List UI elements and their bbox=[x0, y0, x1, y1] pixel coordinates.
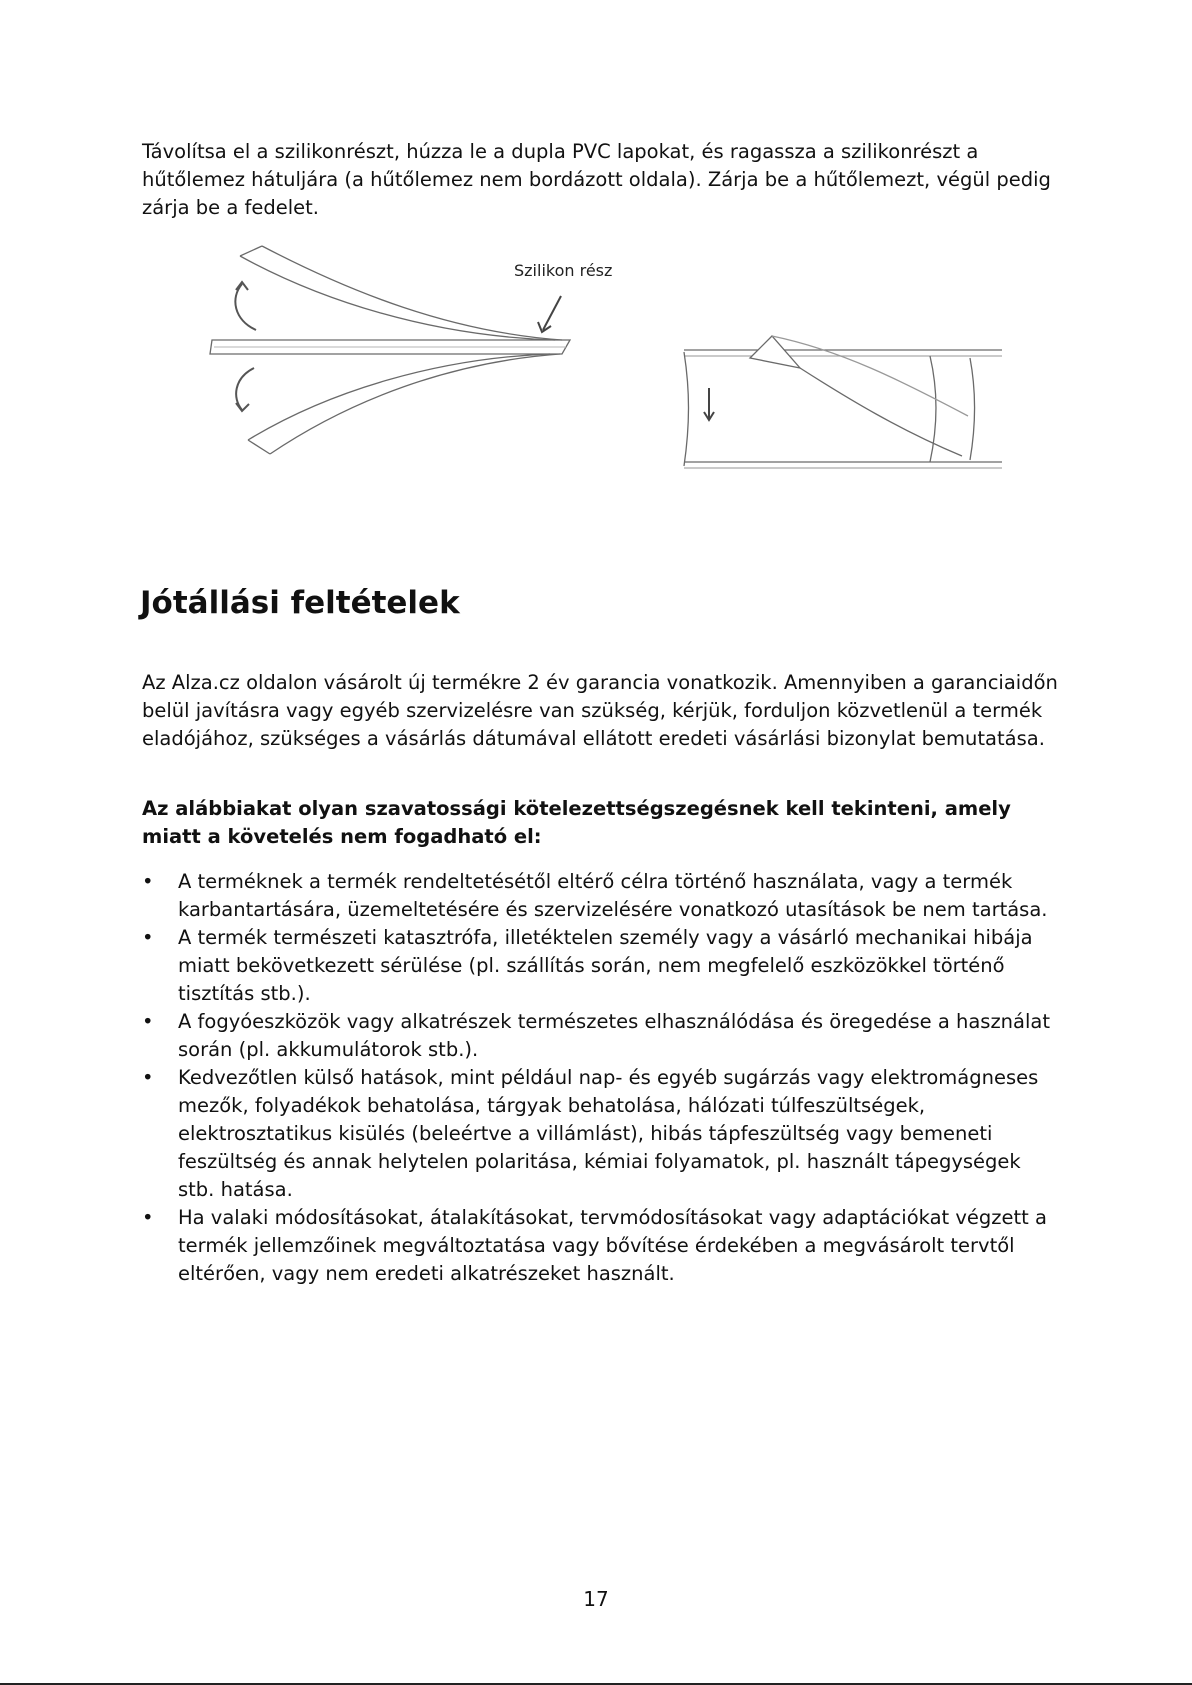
silicone-part-label: Szilikon rész bbox=[514, 261, 613, 280]
exclusion-list bbox=[142, 868, 1062, 1288]
list-item: • A fogyóeszközök vagy alkatrészek természetes elhasználódása és öregedése a használat során (pl. akkumulátorok stb.). bbox=[142, 1008, 1062, 1064]
exclusion-statement: Az alábbiakat olyan szavatossági kötelezettségszegésnek kell tekinteni, amely miatt a követelés nem fogadható el: bbox=[142, 797, 1011, 848]
curved-arrow-up-icon bbox=[235, 282, 256, 330]
curved-arrow-down-icon bbox=[236, 368, 254, 411]
warranty-heading: Jótállási feltételek bbox=[140, 585, 460, 621]
installation-diagram bbox=[200, 240, 1020, 480]
warranty-paragraph: Az Alza.cz oldalon vásárolt új termékre 2 év garancia vonatkozik. Amennyiben a garanciaidőn belül javításra vagy egyéb szervizelésre van szükség, kérjük, forduljon közvetlenül a termék eladójához, szükséges a vásárlás dátumával ellátott eredeti vásárlási bizonylat bemutatása. bbox=[142, 671, 1058, 750]
page-number: 17 bbox=[583, 1587, 609, 1611]
down-arrow-icon bbox=[704, 388, 714, 420]
list-item: • A termék természeti katasztrófa, illetéktelen személy vagy a vásárló mechanikai hibája miatt bekövetkezett sérülése (pl. szállítás során, nem megfelelő eszközökkel történő tisztítás stb.). bbox=[142, 924, 1062, 1008]
heatsink-illustration bbox=[684, 336, 1002, 468]
intro-paragraph: Távolítsa el a szilikonrészt, húzza le a dupla PVC lapokat, és ragassza a szilikonrészt a hűtőlemez hátuljára (a hűtőlemez nem bordázott oldala). Zárja be a hűtőlemezt, végül pedig zárja be a fedelet. bbox=[142, 140, 1051, 219]
pointer-arrow-icon bbox=[538, 296, 561, 332]
list-item: • Kedvezőtlen külső hatások, mint például nap- és egyéb sugárzás vagy elektromágneses mezők, folyadékok behatolása, tárgyak behatolása, hálózati túlfeszültségek, elektrosztatikus kisülés (beleértve a villámlást), hibás tápfeszültség vagy bemeneti feszültség és annak helytelen polaritása, kémiai folyamatok, pl. használt tápegységek stb. hatása. bbox=[142, 1064, 1062, 1204]
list-item: • Ha valaki módosításokat, átalakításokat, tervmódosításokat vagy adaptációkat végzett a termék jellemzőinek megváltoztatása vagy bővítése érdekében a megvásárolt tervtől eltérően, vagy nem eredeti alkatrészeket használt. bbox=[142, 1204, 1062, 1288]
list-item: • A terméknek a termék rendeltetésétől eltérő célra történő használata, vagy a termék karbantartására, üzemeltetésére és szervizelésére vonatkozó utasítások be nem tartása. bbox=[142, 868, 1062, 924]
installation-figure bbox=[200, 240, 1020, 480]
